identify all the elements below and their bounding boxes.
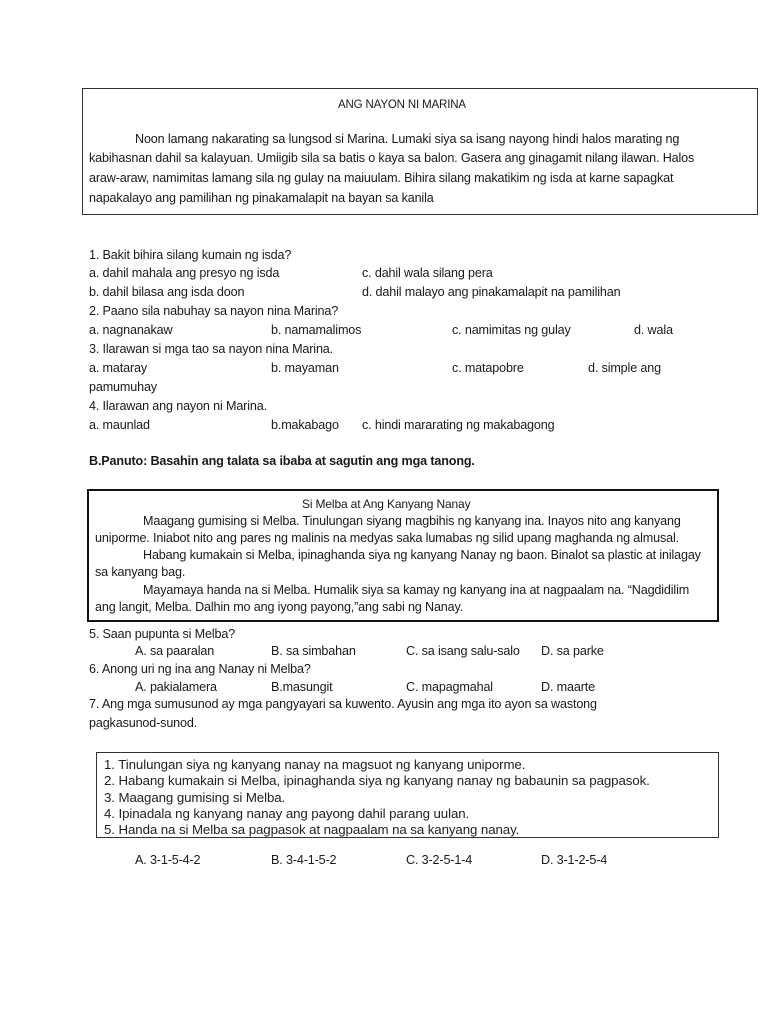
- q2-choice-d: d. wala: [634, 323, 673, 337]
- q3-choice-b: b. mayaman: [271, 361, 339, 375]
- q7-choice-c: C. 3-2-5-1-4: [406, 853, 473, 867]
- question-3: 3. Ilarawan si mga tao sa nayon nina Marina.: [89, 342, 334, 356]
- question-5: 5. Saan pupunta si Melba?: [89, 627, 236, 641]
- section-b-instruction: B.Panuto: Basahin ang talata sa ibaba at sagutin ang mga tanong.: [89, 454, 475, 468]
- sequence-item-1: 1. Tinulungan siya ng kanyang nanay na magsuot ng kanyang uniporme.: [104, 757, 526, 772]
- story-title-melba: Si Melba at Ang Kanyang Nanay: [302, 497, 471, 511]
- q7-choice-b: B. 3-4-1-5-2: [271, 853, 337, 867]
- question-2: 2. Paano sila nabuhay sa nayon nina Marina?: [89, 304, 339, 318]
- melba-line-4: sa kanyang bag.: [95, 565, 186, 579]
- q7-choice-a: A. 3-1-5-4-2: [135, 853, 201, 867]
- q1-choice-a: a. dahil mahala ang presyo ng isda: [89, 266, 280, 280]
- q2-choice-b: b. namamalimos: [271, 323, 362, 337]
- q2-choice-a: a. nagnanakaw: [89, 323, 173, 337]
- melba-line-5: Mayamaya handa na si Melba. Humalik siya sa kamay ng kanyang ina at nagpaalam na. “Nagdidilim: [143, 583, 690, 597]
- sequence-item-3: 3. Maagang gumising si Melba.: [104, 790, 286, 805]
- story-line-1: Noon lamang nakarating sa lungsod si Marina. Lumaki siya sa isang nayong hindi halos marating ng: [135, 132, 680, 146]
- q1-choice-d: d. dahil malayo ang pinakamalapit na pamilihan: [362, 285, 621, 299]
- q5-choice-a: A. sa paaralan: [135, 644, 215, 658]
- q1-choice-c: c. dahil wala silang pera: [362, 266, 493, 280]
- sequence-item-2: 2. Habang kumakain si Melba, ipinaghanda siya ng kanyang nanay ng babaunin sa pagpasok.: [104, 773, 650, 788]
- q4-choice-b: b.makabago: [271, 418, 339, 432]
- q3-choice-c: c. matapobre: [452, 361, 524, 375]
- question-1: 1. Bakit bihira silang kumain ng isda?: [89, 248, 292, 262]
- sequence-item-5: 5. Handa na si Melba sa pagpasok at nagpaalam na sa kanyang nanay.: [104, 822, 520, 837]
- sequence-item-4: 4. Ipinadala ng kanyang nanay ang payong dahil parang uulan.: [104, 806, 470, 821]
- q3-choice-d-continued: pamumuhay: [89, 380, 157, 394]
- story-line-2: kabihasnan dahil sa kalayuan. Umiigib sila sa batis o kaya sa balon. Gasera ang ginagamit nilang ilawan. Halos: [89, 151, 695, 165]
- melba-line-2: uniporme. Iniabot nito ang pares ng malinis na medyas saka lumabas ng silid upang maghanda ng almusal.: [95, 531, 679, 545]
- q5-choice-d: D. sa parke: [541, 644, 604, 658]
- story-title-marina: ANG NAYON NI MARINA: [338, 99, 466, 111]
- melba-line-6: ang langit, Melba. Dalhin mo ang iyong payong,”ang sabi ng Nanay.: [95, 600, 464, 614]
- q6-choice-c: C. mapagmahal: [406, 680, 493, 694]
- q1-choice-b: b. dahil bilasa ang isda doon: [89, 285, 245, 299]
- melba-line-3: Habang kumakain si Melba, ipinaghanda siya ng kanyang Nanay ng baon. Binalot sa plastic at inilagay: [143, 548, 701, 562]
- q2-choice-c: c. namimitas ng gulay: [452, 323, 571, 337]
- q3-choice-d: d. simple ang: [588, 361, 661, 375]
- q6-choice-d: D. maarte: [541, 680, 595, 694]
- question-7-line-2: pagkasunod-sunod.: [89, 716, 198, 730]
- question-4: 4. Ilarawan ang nayon ni Marina.: [89, 399, 267, 413]
- q3-choice-a: a. mataray: [89, 361, 147, 375]
- question-6: 6. Anong uri ng ina ang Nanay ni Melba?: [89, 662, 311, 676]
- q4-choice-a: a. maunlad: [89, 418, 150, 432]
- question-7-line-1: 7. Ang mga sumusunod ay mga pangyayari sa kuwento. Ayusin ang mga ito ayon sa wastong: [89, 697, 597, 711]
- story-line-3: araw-araw, namimitas lamang sila ng gulay na maiuulam. Bihira silang makatikim ng isda at karne sapagkat: [89, 171, 674, 185]
- q7-choice-d: D. 3-1-2-5-4: [541, 853, 608, 867]
- melba-line-1: Maagang gumising si Melba. Tinulungan siyang magbihis ng kanyang ina. Inayos nito ang kanyang: [143, 514, 681, 528]
- q5-choice-c: C. sa isang salu-salo: [406, 644, 520, 658]
- q6-choice-b: B.masungit: [271, 680, 333, 694]
- q5-choice-b: B. sa simbahan: [271, 644, 356, 658]
- q4-choice-c: c. hindi mararating ng makabagong: [362, 418, 555, 432]
- sequence-box: [96, 752, 719, 838]
- story-line-4: napakalayo ang pamilihan ng pinakamalapit na bayan sa kanila: [89, 191, 434, 205]
- q6-choice-a: A. pakialamera: [135, 680, 217, 694]
